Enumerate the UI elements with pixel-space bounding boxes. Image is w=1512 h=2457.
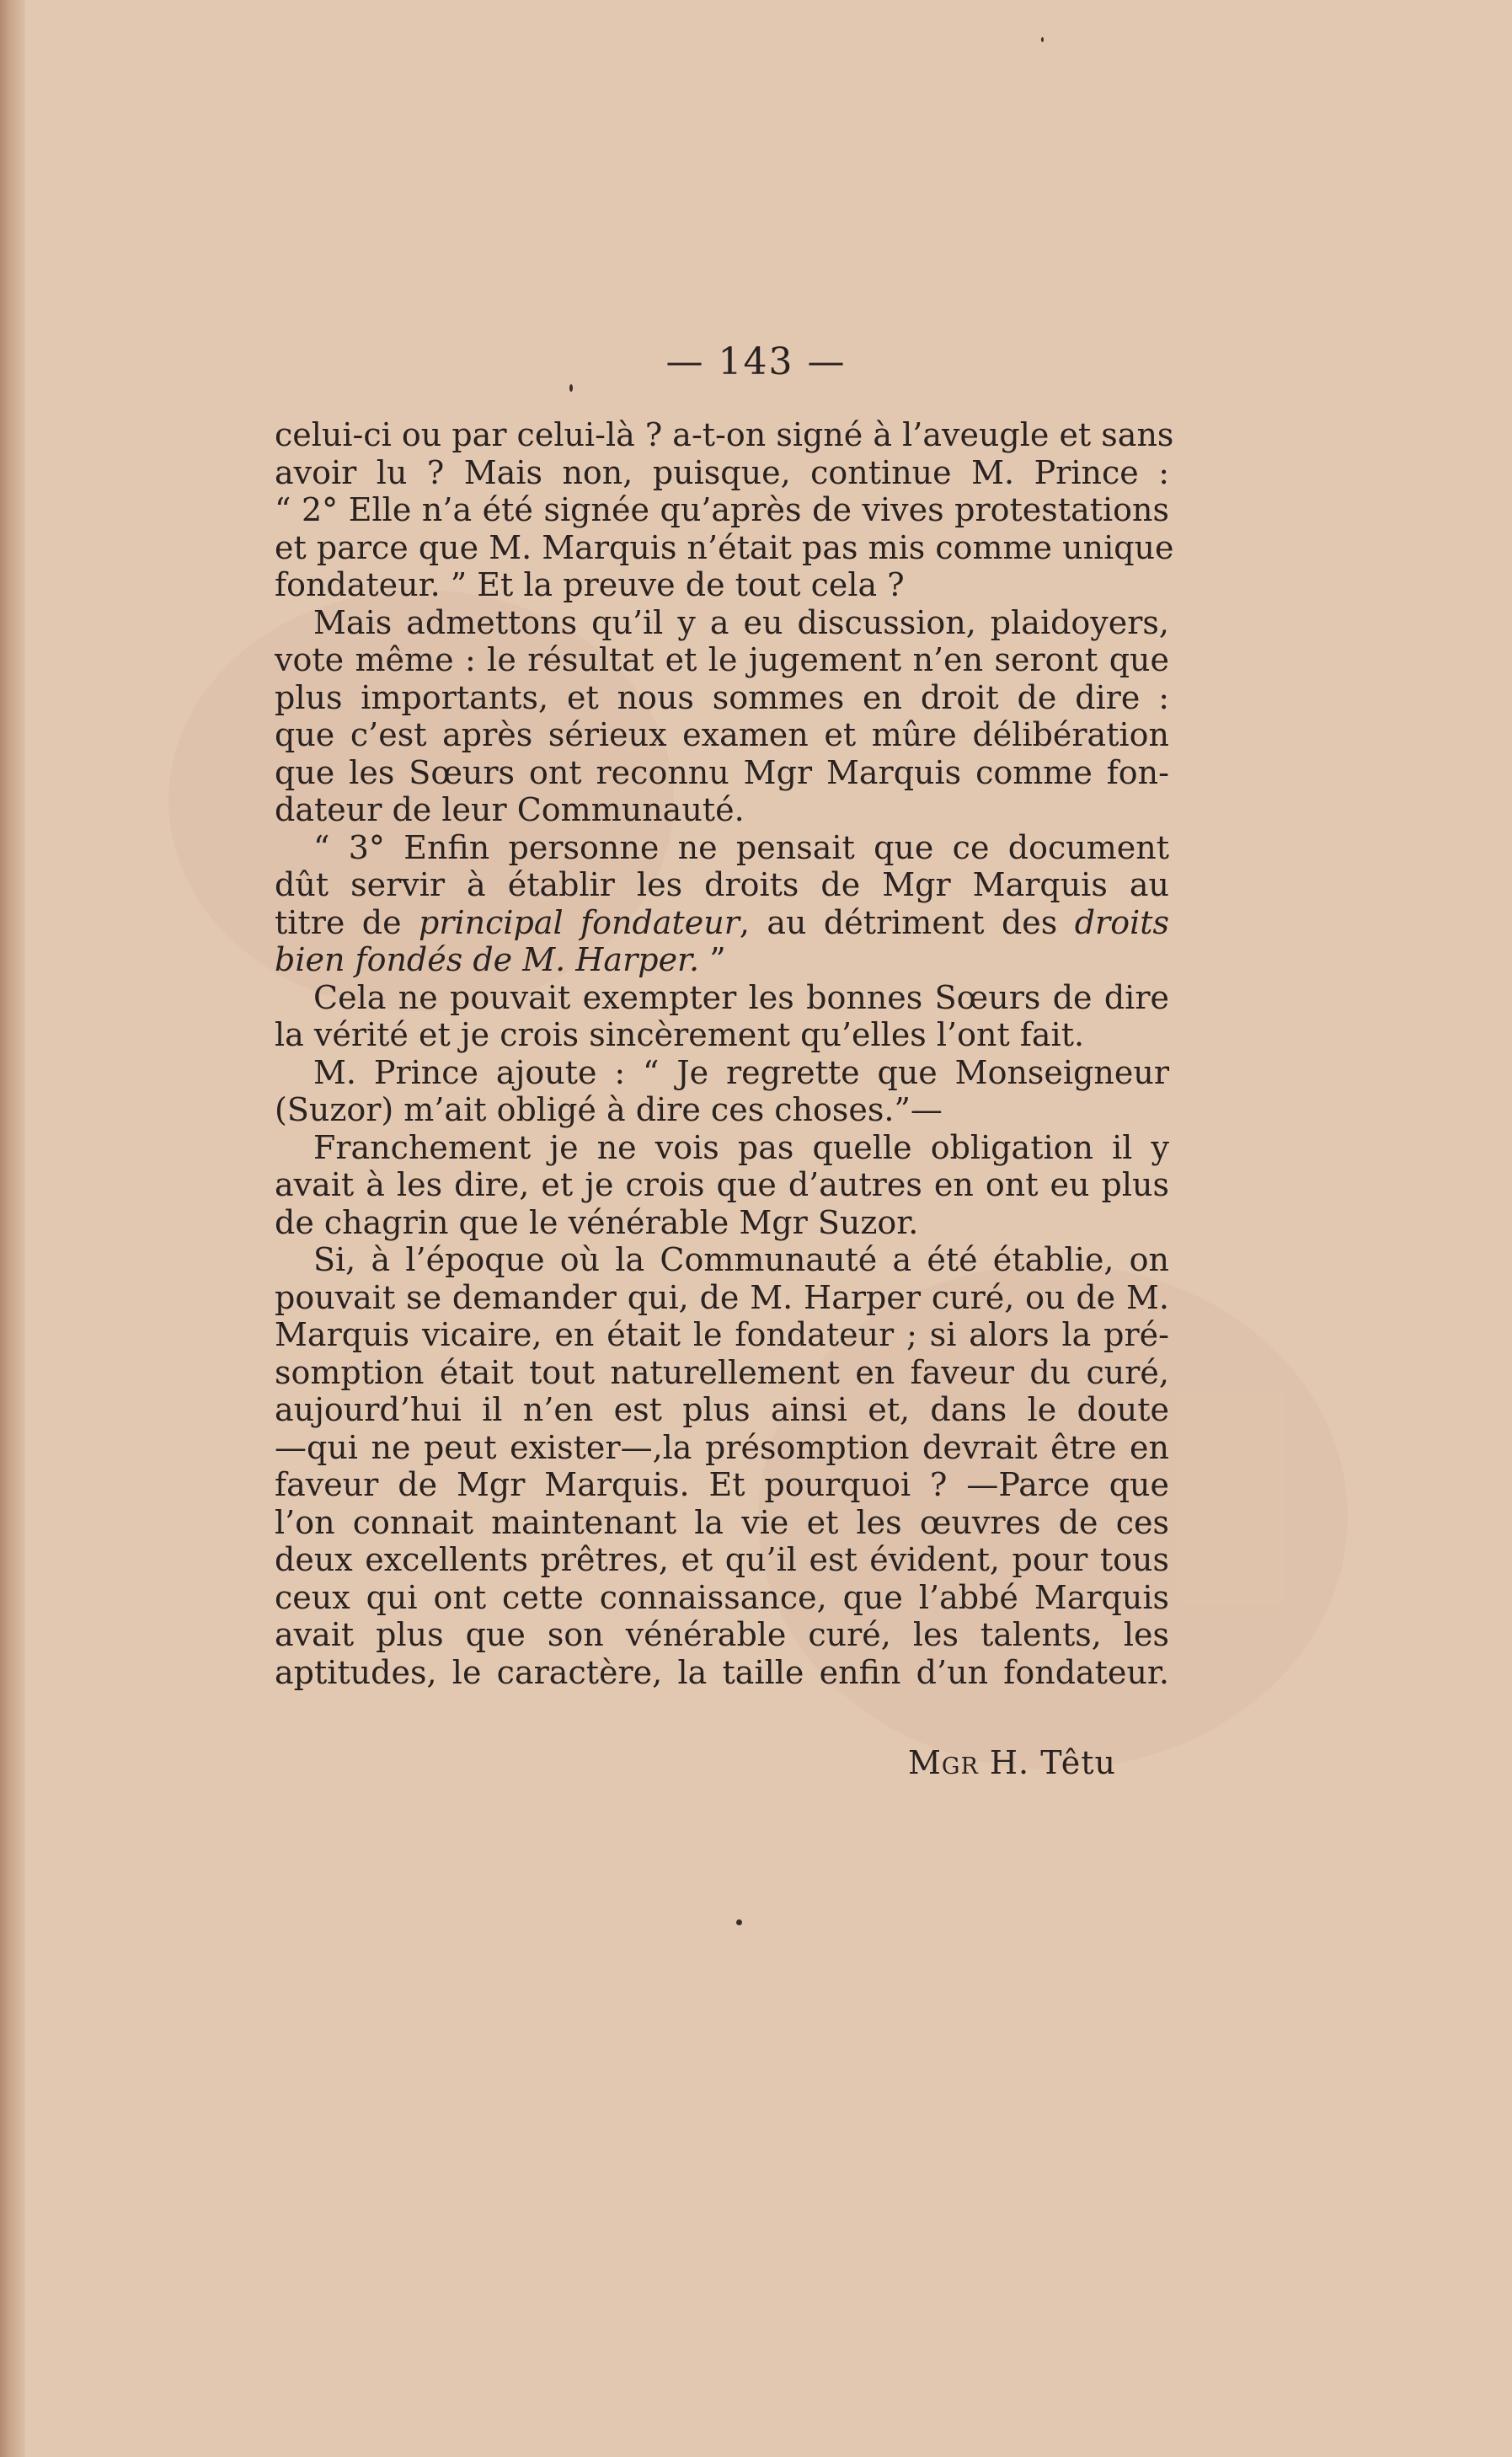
text-line bbox=[275, 1504, 1169, 1542]
text-run: Si, à l’époque où la Communauté a été établie, on bbox=[313, 1241, 1169, 1278]
text-line bbox=[275, 1354, 1169, 1392]
text-run: Franchement je ne vois pas quelle obligation il y bbox=[313, 1128, 1169, 1166]
text-run: avait plus que son vénérable curé, les talents, les bbox=[275, 1616, 1169, 1653]
text-line bbox=[275, 604, 1169, 642]
text-line bbox=[275, 1166, 1169, 1204]
text-run: avait à les dire, et je crois que d’autres en ont eu plus bbox=[275, 1166, 1169, 1203]
text-run: aujourd’hui il n’en est plus ainsi et, dans le doute bbox=[275, 1391, 1169, 1428]
italic-run: principal fondateur bbox=[418, 903, 740, 941]
text-line bbox=[275, 1054, 1169, 1092]
text-run: Cela ne pouvait exempter les bonnes Sœurs de dire bbox=[313, 978, 1169, 1016]
text-run: de chagrin que le vénérable Mgr Suzor. bbox=[275, 1203, 919, 1241]
text-run: “ 2° Elle n’a été signée qu’après de vives protestations bbox=[275, 491, 1169, 528]
text-line bbox=[275, 866, 1169, 904]
text-run: que les Sœurs ont reconnu Mgr Marquis comme fon- bbox=[275, 753, 1169, 791]
text-run: titre de bbox=[275, 903, 419, 941]
text-line bbox=[275, 1429, 1169, 1467]
body-text bbox=[275, 416, 1174, 1691]
signature bbox=[908, 1744, 1116, 1781]
text-line bbox=[275, 454, 1169, 492]
text-run: et parce que M. Marquis n’était pas mis comme unique bbox=[275, 528, 1174, 566]
text-line bbox=[275, 716, 1169, 754]
text-run: faveur de Mgr Marquis. Et pourquoi ? —Parce que bbox=[275, 1466, 1169, 1503]
text-run: —qui ne peut exister—,la présomption devrait être en bbox=[275, 1428, 1169, 1466]
text-line bbox=[275, 1241, 1169, 1279]
text-run: fondateur. ” Et la preuve de tout cela ? bbox=[275, 566, 905, 603]
page-number: — 143 — bbox=[665, 340, 847, 383]
text-line bbox=[275, 1091, 1169, 1129]
paper-speck bbox=[736, 1919, 742, 1925]
text-line bbox=[275, 1279, 1169, 1317]
text-line bbox=[275, 528, 1174, 567]
text-line bbox=[275, 1016, 1169, 1054]
text-line bbox=[275, 754, 1169, 792]
text-run: somption était tout naturellement en faveur du curé, bbox=[275, 1353, 1169, 1391]
text-line bbox=[275, 1466, 1169, 1504]
text-run: deux excellents prêtres, et qu’il est évident, pour tous bbox=[275, 1541, 1169, 1578]
text-run: “ 3° Enfin personne ne pensait que ce document bbox=[313, 828, 1169, 866]
text-run: , au détriment des bbox=[739, 903, 1075, 941]
text-line bbox=[275, 1541, 1169, 1579]
text-run: M. Prince ajoute : “ Je regrette que Monseigneur bbox=[313, 1053, 1169, 1091]
text-run: aptitudes, le caractère, la taille enfin d’un fondateur. bbox=[275, 1653, 1169, 1691]
text-run: que c’est après sérieux examen et mûre délibération bbox=[275, 716, 1169, 753]
text-line bbox=[275, 1616, 1169, 1654]
text-line bbox=[275, 566, 1169, 604]
signature-title: Mgr bbox=[908, 1744, 979, 1781]
text-run: ” bbox=[699, 941, 726, 978]
signature-name: H. Têtu bbox=[989, 1744, 1116, 1781]
text-line bbox=[275, 641, 1169, 679]
text-line bbox=[275, 904, 1169, 942]
text-line bbox=[275, 1391, 1169, 1429]
text-run: avoir lu ? Mais non, puisque, continue M. Prince : bbox=[275, 453, 1169, 491]
text-run: la vérité et je crois sincèrement qu’elles l’ont fait. bbox=[275, 1016, 1085, 1053]
text-line bbox=[275, 791, 1169, 829]
text-run: ceux qui ont cette connaissance, que l’abbé Marquis bbox=[275, 1578, 1169, 1616]
text-run: pouvait se demander qui, de M. Harper curé, ou de M. bbox=[275, 1278, 1169, 1316]
italic-run: droits bbox=[1074, 903, 1169, 941]
text-line bbox=[275, 491, 1169, 529]
text-line bbox=[275, 1654, 1169, 1692]
text-line bbox=[275, 829, 1169, 867]
italic-run: bien fondés de M. Harper. bbox=[275, 941, 700, 978]
text-run: Mais admettons qu’il y a eu discussion, plaidoyers, bbox=[313, 603, 1169, 641]
text-line bbox=[275, 1204, 1169, 1242]
text-line bbox=[275, 979, 1169, 1017]
text-line bbox=[275, 1316, 1169, 1354]
text-line bbox=[275, 416, 1174, 454]
text-run: dateur de leur Communauté. bbox=[275, 791, 745, 828]
text-run: l’on connait maintenant la vie et les œuvres de ces bbox=[275, 1503, 1169, 1541]
text-run: dût servir à établir les droits de Mgr Marquis au bbox=[275, 866, 1169, 903]
text-run: vote même : le résultat et le jugement n’en seront que bbox=[275, 641, 1169, 678]
text-line bbox=[275, 1129, 1169, 1167]
text-line bbox=[275, 941, 1169, 979]
text-line bbox=[275, 1579, 1169, 1617]
text-run: Marquis vicaire, en était le fondateur ; si alors la pré- bbox=[275, 1316, 1169, 1353]
text-run: plus importants, et nous sommes en droit de dire : bbox=[275, 678, 1169, 716]
text-run: celui-ci ou par celui-là ? a-t-on signé à l’aveugle et sans bbox=[275, 416, 1174, 453]
paper-speck bbox=[569, 384, 573, 392]
text-run: (Suzor) m’ait obligé à dire ces choses.”— bbox=[275, 1091, 943, 1128]
text-line bbox=[275, 679, 1169, 717]
paper-speck bbox=[1041, 37, 1044, 42]
